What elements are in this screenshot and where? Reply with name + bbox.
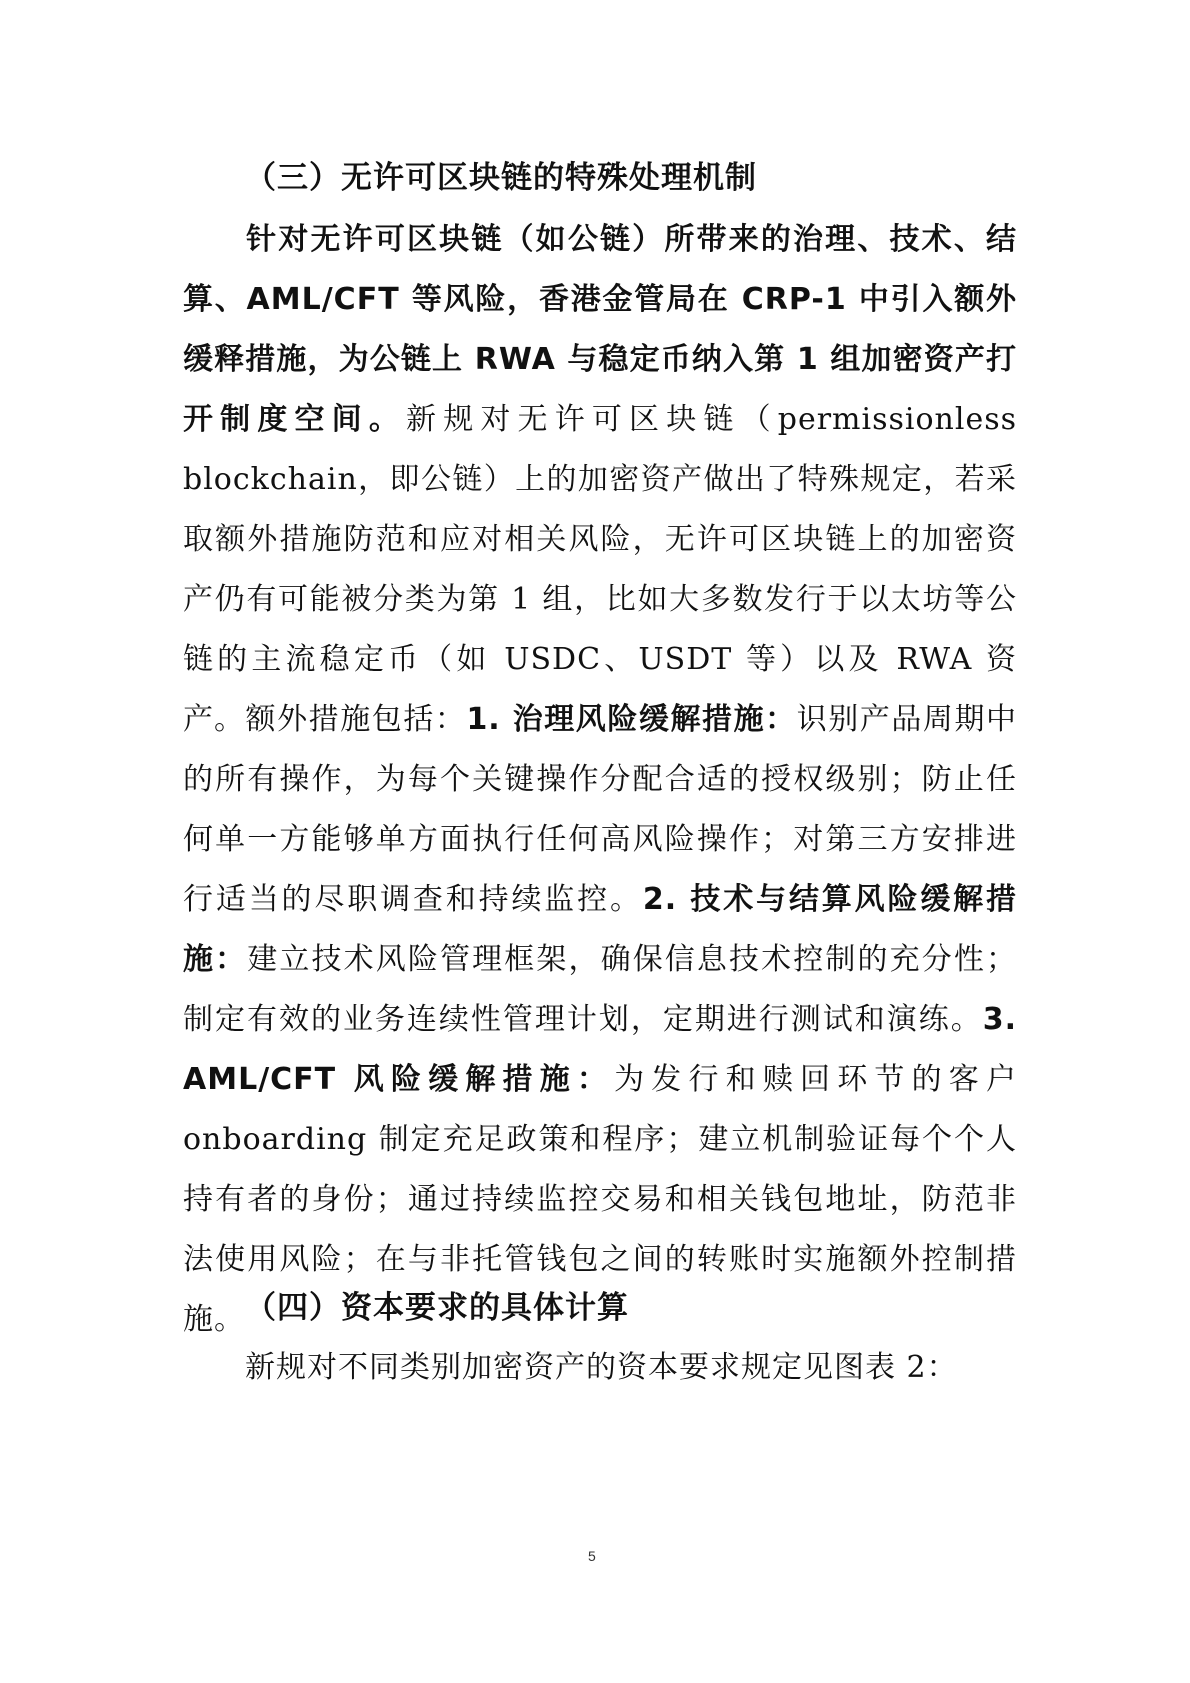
measure-1-title: 1. 治理风险缓解措施： — [466, 702, 797, 737]
paragraph-three — [183, 1338, 1017, 1398]
measures-intro: 额外措施包括： — [245, 702, 467, 737]
measure-2-title: 2. 技术与结算风险缓解措施： — [183, 882, 1018, 977]
paragraph-one — [183, 210, 1017, 750]
section-four-heading: （四）资本要求的具体计算 — [245, 1290, 629, 1326]
measure-1-body: 识别产品周期中的所有操作，为每个关键操作分配合适的授权级别；防止任何单一方能够单方面执行任何高风险操作；对第三方安排进行适当的尽职调查和持续监控。 — [183, 702, 1018, 917]
measure-3-title: 3. AML/CFT 风险缓解措施： — [183, 1002, 1017, 1097]
paragraph-two — [183, 690, 1017, 1350]
paragraph-one-body: 新规对无许可区块链（permissionless blockchain，即公链）上的加密资产做出了特殊规定，若采取额外措施防范和应对相关风险，无许可区块链上的加密资产仍有可能被分类为第 1 组，比如大多数发行于以太坊等公链的主流稳定币（如 USDC、USDT 等）以及 RWA 资产。 — [183, 402, 1017, 737]
measure-3-body: 为发行和赎回环节的客户 onboarding 制定充足政策和程序；建立机制验证每个个人持有者的身份；通过持续监控交易和相关钱包地址，防范非法使用风险；在与非托管钱包之间的转账时实施额外控制措施。 — [183, 1062, 1018, 1337]
measure-2-body: 建立技术风险管理框架，确保信息技术控制的充分性；制定有效的业务连续性管理计划，定期进行测试和演练。 — [183, 942, 1018, 1037]
page-number: 5 — [588, 1548, 596, 1564]
paragraph-three-text: 新规对不同类别加密资产的资本要求规定见图表 2： — [245, 1350, 958, 1385]
section-three-heading: （三）无许可区块链的特殊处理机制 — [245, 160, 757, 196]
paragraph-one-bold-intro: 针对无许可区块链（如公链）所带来的治理、技术、结算、AML/CFT 等风险，香港金管局在 CRP-1 中引入额外缓释措施，为公链上 RWA 与稳定币纳入第 1 组加密资产打开制度空间。 — [183, 222, 1017, 437]
